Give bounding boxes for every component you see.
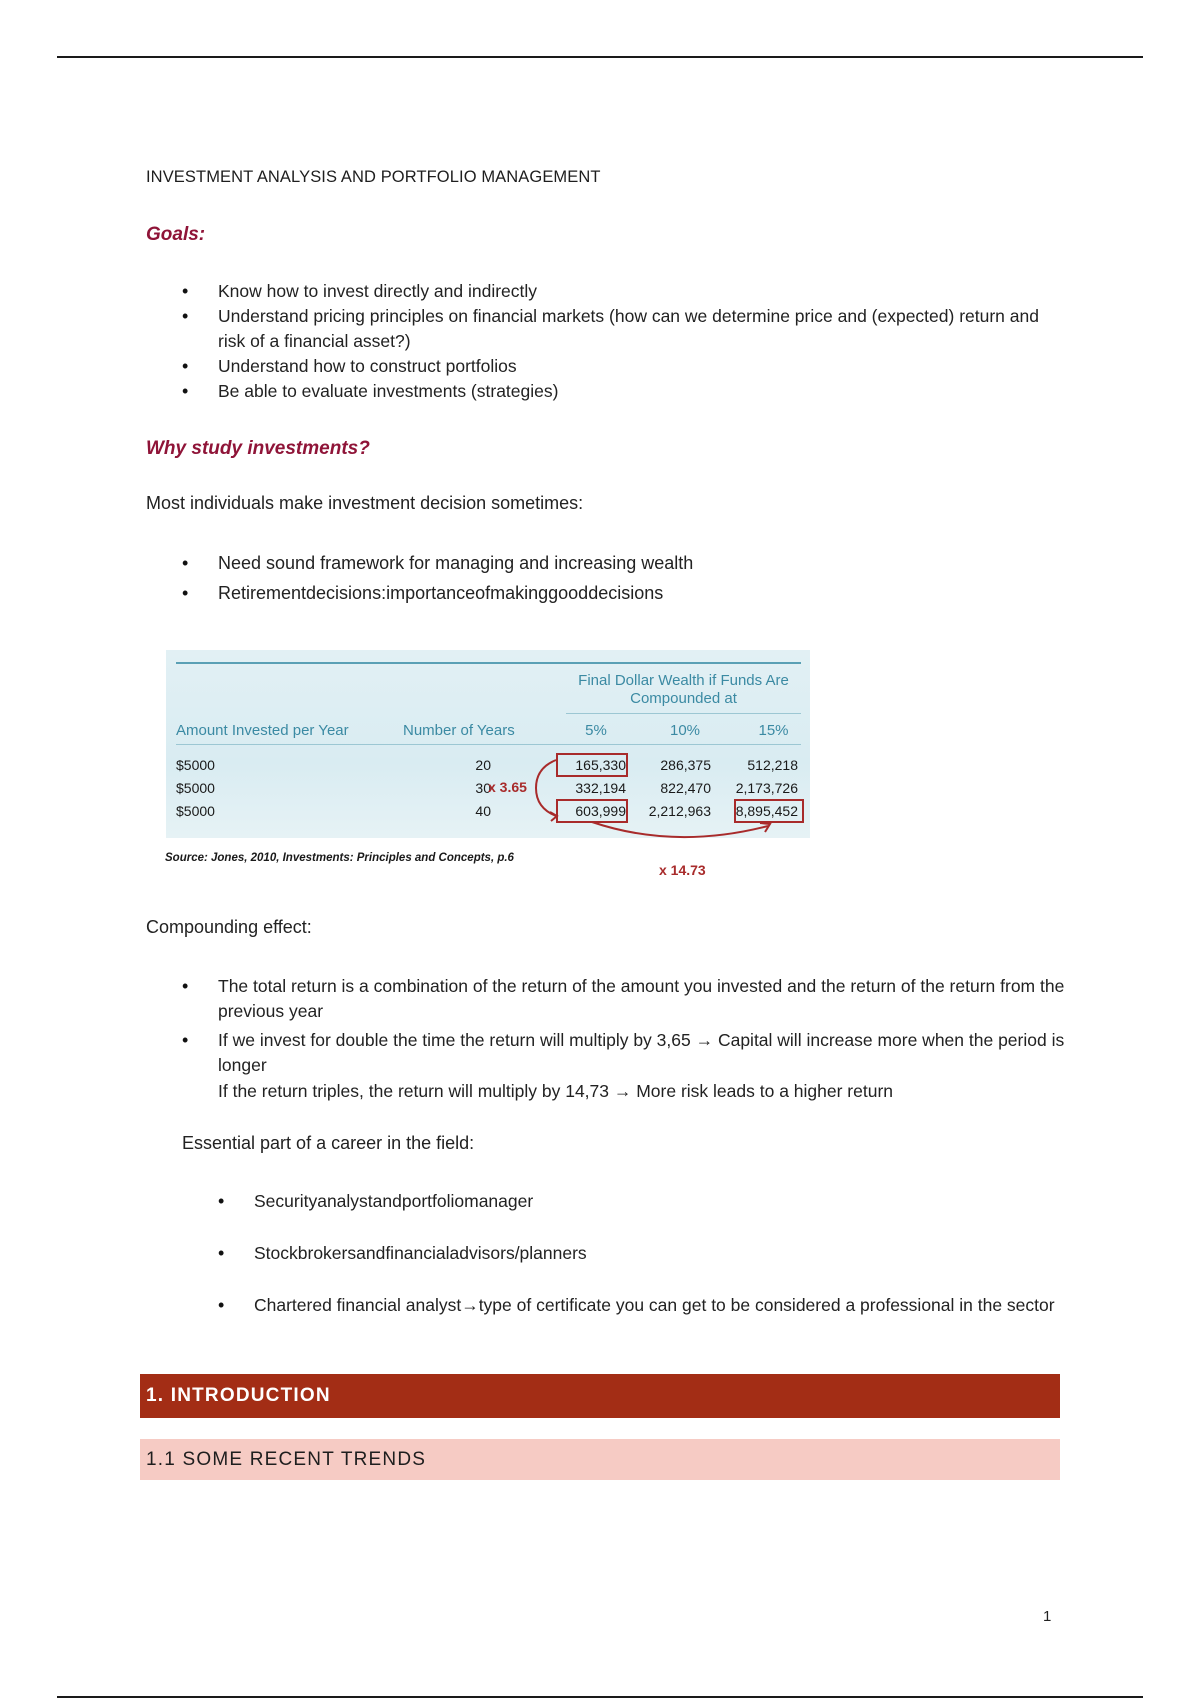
list-item: • Securityanalystandportfoliomanager [182,1189,1068,1214]
table-cell: 165,330 [575,757,626,773]
list-item: • If we invest for double the time the return will multiply by 3,65 → Capital will increase more when the period is longer [146,1028,1066,1078]
group-header-line1: Final Dollar Wealth if Funds Are [578,672,789,689]
list-item: • Understand pricing principles on financial markets (how can we determine price and (expected) return and risk of a financial asset?) [146,304,1066,354]
table-cell: $5000 [176,803,215,819]
compounding-table-figure [166,650,810,838]
list-item: • Retirementdecisions:importanceofmakinggooddecisions [146,578,1066,608]
list-item: • Be able to evaluate investments (strategies) [146,379,1066,404]
table-cell: 822,470 [660,780,711,796]
table-cell: 30 [475,780,491,796]
section-heading-introduction: 1. INTRODUCTION [140,1374,1060,1418]
table-cell: 286,375 [660,757,711,773]
list-item: • Know how to invest directly and indirectly [146,279,1066,304]
group-header-line2: Compounded at [630,690,737,707]
list-item: • Need sound framework for managing and increasing wealth [146,548,1066,578]
goals-heading: Goals: [146,224,206,245]
table-cell: 2,173,726 [735,780,798,796]
compounding-extra: If the return triples, the return will multiply by 14,73 → More risk leads to a higher return [218,1081,894,1101]
col-header-years: Number of Years [403,722,515,739]
highlight-box-20y-5pct [556,753,628,777]
page-number: 1 [1043,1608,1052,1625]
why-heading: Why study investments? [146,438,370,459]
table-cell: 40 [475,803,491,819]
header-rule [57,56,1143,58]
col-header-rate: 5% [585,722,607,739]
table-cell: 332,194 [575,780,626,796]
figure-source: Source: Jones, 2010, Investments: Principles and Concepts, p.6 [165,852,514,864]
table-cell: $5000 [176,757,215,773]
multiplier-time: x 3.65 [488,779,527,795]
table-cell: 2,212,963 [648,803,711,819]
list-item: • Chartered financial analyst→type of certificate you can get to be considered a professional in the sector [182,1293,1068,1318]
table-cell: 20 [475,757,491,773]
table-cell: 8,895,452 [735,803,798,819]
col-header-rate: 15% [758,722,789,739]
list-item: • Stockbrokersandfinancialadvisors/planners [182,1241,1068,1266]
bracket-arrow-icon [532,758,560,822]
career-list [182,1189,1068,1318]
subsection-heading-recent-trends: 1.1 SOME RECENT TRENDS [140,1439,1060,1480]
why-list [146,548,1066,608]
page-title: INVESTMENT ANALYSIS AND PORTFOLIO MANAGEMENT [146,168,601,186]
table-top-rule [176,662,801,664]
group-header-rule [566,713,801,714]
why-intro: Most individuals make investment decision sometimes: [146,493,584,513]
table-cell: 603,999 [575,803,626,819]
table-cell: $5000 [176,780,215,796]
career-heading: Essential part of a career in the field: [182,1133,475,1153]
curve-arrow-icon [580,820,780,850]
col-header-rate: 10% [669,722,701,739]
compounding-list [146,974,1066,1078]
header-rule [176,744,801,745]
multiplier-risk: x 14.73 [659,862,706,878]
footer-rule [57,1696,1143,1698]
col-header-amount: Amount Invested per Year [176,722,349,739]
compounding-heading: Compounding effect: [146,917,312,937]
table-cell: 512,218 [747,757,798,773]
goals-list [146,279,1066,404]
list-item: • The total return is a combination of the return of the amount you invested and the return of the return from the previous year [146,974,1066,1024]
list-item: • Understand how to construct portfolios [146,354,1066,379]
